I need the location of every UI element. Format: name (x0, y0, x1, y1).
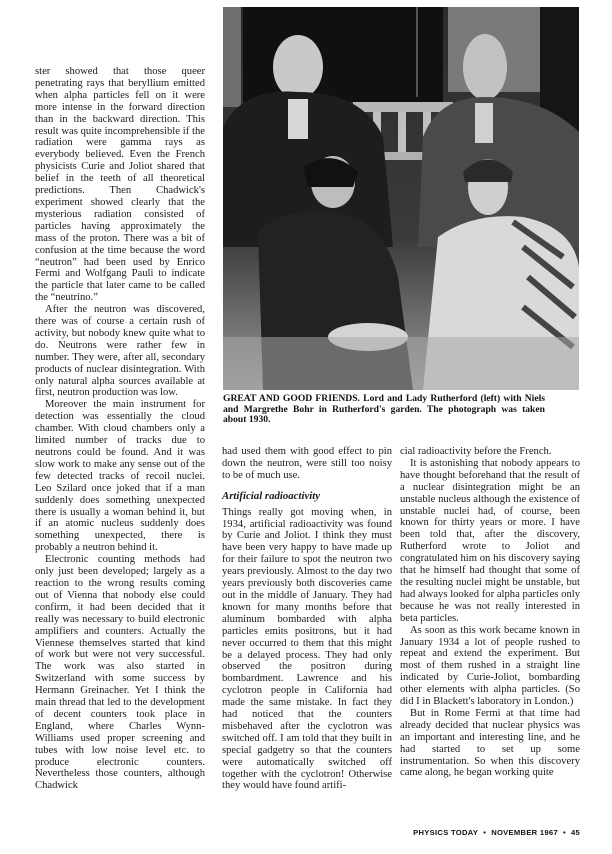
paragraph: Things really got moving when, in 1934, artificial radioactivity was found by Curie and Joliot. I think they must have been very happy to have made up for their failure to spot the neutron two years previously. Almost to the day two years previously both discoveries came out in the middle of January. They had known for many months before that aluminum bombarded with alpha particles emits positrons, but it had never occurred to them that this might be a delayed process. They had only observed the positron during bombardment. Lawrence and his cyclotron people in California had made the same mistake. In fact they had noticed that the counters misbehaved after the cyclotron was switched off. I am told that they built in special gadgetry so that the counters were automatically switched off together with the cyclotron! Otherwise they would have found artifi- (222, 506, 392, 792)
photo-caption (223, 394, 545, 426)
paragraph: ster showed that those queer penetrating rays that beryllium emitted when alpha particles fell on it were more intense in the forward direction than in the backward direction. This result was quite incomprehensible if the radiation were gamma rays as everybody believed. Even the French physicists Curie and Joliot shared that belief in the teeth of all theoretical predictions. Then Chadwick's experiment showed clearly that the mysterious radiation consisted of particles having approximately the mass of the proton. There was a bit of confusion at the time because the word “neutron” had been used by Enrico Fermi and Wolfgang Pauli to indicate the particle that later came to be called the “neutrino.” (35, 66, 205, 304)
paragraph: But in Rome Fermi at that time had already decided that nuclear physics was an important and interesting line, and he had started to set up some instrumentation. So when this discovery came along, he began working quite (400, 707, 580, 779)
paragraph: As soon as this work became known in January 1934 a lot of people rushed to repeat and extend the experiment. But most of them rushed in a straight line indicated by Curie-Joliot, bombarding other elements with alpha particles. (So did I in Blackett's laboratory in London.) (400, 624, 580, 708)
caption-text: Lord and Lady Rutherford (left) with Niels and Margrethe Bohr in Rutherford's garden. The photograph was taken about 1930. (223, 393, 545, 426)
journal-name: PHYSICS TODAY (413, 828, 479, 837)
paragraph: After the neutron was discovered, there was of course a certain rush of activity, but nobody knew quite what to do. Neutrons were rather few in number. They were, after all, secondary products of nuclear disintegration. With only natural alpha sources available at first, neutron production was low. (35, 304, 205, 399)
page-number: 45 (570, 828, 580, 837)
page-footer (395, 828, 580, 837)
paragraph: It is astonishing that nobody appears to have thought beforehand that the result of a nuclear disintegration might be an unstable nucleus although the existence of unstable nuclei had, of course, been known for thirty years or more. I have been told that, after the discovery, Rutherford wrote to Joliot and congratulated him on his discovery saying that he himself had thought that some of the resulting nuclei might be unstable, but had always looked for alpha particles only because he was not really interested in beta particles. (400, 457, 580, 624)
caption-lead: GREAT AND GOOD FRIENDS. (223, 393, 360, 404)
paragraph-continuation: cial radioactivity before the French. (400, 446, 552, 457)
section-heading: Artificial radioactivity (222, 489, 321, 502)
paragraph: Electronic counting methods had only just been developed; largely as a reaction to the wrong results coming out of Vienna that nobody else could confirm, it had been decided that it really was necessary to build electronic amplifiers and counters. Actually the Viennese themselves started that kind of work but were not very successful. The work was also started in Switzerland with some success by Hermann Greinacher. Yet I think the main thread that led to the development of decent counters took place in England, where Charles Wynn-Williams used proper screening and tubes with low noise level etc. to produce electronic counters. Nevertheless those counters, although Chadwick (35, 554, 205, 792)
paragraph-continuation: had used them with good effect to pin down the neutron, were still too noisy to be of much use. (222, 446, 392, 481)
issue-date: NOVEMBER 1967 (491, 828, 558, 837)
paragraph: Moreover the main instrument for detection was essentially the cloud chamber. With cloud chambers only a limited number of tracks due to neutrons could be found. And it was slow work to make any sense out of the few detected tracks of recoil nuclei. Leo Szilard once joked that if a man suddenly does something unexpected there is usually a woman behind it, but if an atomic nucleus suddenly does something unexpected, there is probably a neutron behind it. (35, 399, 205, 554)
column-left (35, 66, 205, 792)
bullet-separator: • (483, 828, 487, 837)
photograph (223, 7, 579, 390)
bullet-separator: • (562, 828, 566, 837)
photo-image (223, 7, 579, 390)
column-middle (222, 446, 392, 792)
column-right (400, 446, 580, 779)
